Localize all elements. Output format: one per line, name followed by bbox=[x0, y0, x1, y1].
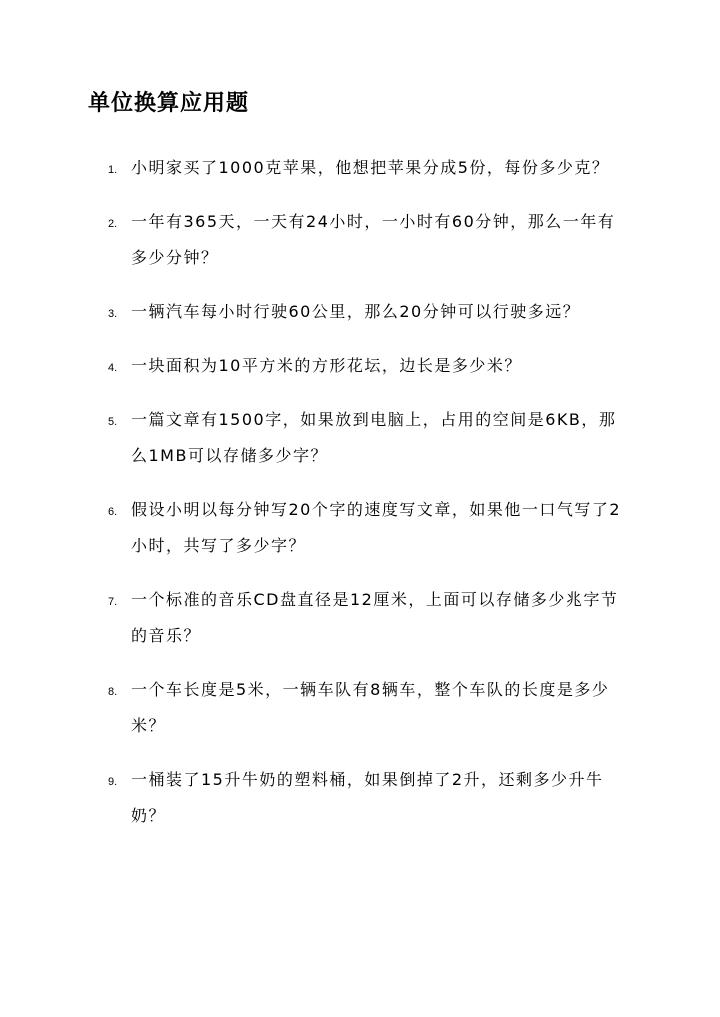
question-number: 1. bbox=[108, 164, 118, 176]
question-text: 一个标准的音乐CD盘直径是12厘米，上面可以存储多少兆字节的音乐？ bbox=[131, 590, 619, 645]
question-item bbox=[0, 402, 720, 474]
question-text: 一辆汽车每小时行驶60公里，那么20分钟可以行驶多远？ bbox=[131, 302, 581, 321]
question-item bbox=[0, 294, 720, 330]
question-text: 假设小明以每分钟写20个字的速度写文章，如果他一口气写了2小时，共写了多少字？ bbox=[131, 500, 622, 555]
question-number: 5. bbox=[108, 416, 118, 428]
question-list bbox=[0, 150, 720, 852]
question-item bbox=[0, 204, 720, 276]
question-item bbox=[0, 492, 720, 564]
question-item bbox=[0, 348, 720, 384]
question-number: 2. bbox=[108, 218, 118, 230]
question-item bbox=[0, 582, 720, 654]
page-title: 单位换算应用题 bbox=[88, 90, 250, 116]
question-number: 3. bbox=[108, 308, 118, 320]
question-text: 一个车长度是5米，一辆车队有8辆车，整个车队的长度是多少米？ bbox=[131, 680, 610, 735]
question-number: 9. bbox=[108, 776, 118, 788]
question-number: 7. bbox=[108, 596, 118, 608]
question-item bbox=[0, 762, 720, 834]
question-item bbox=[0, 150, 720, 186]
question-number: 4. bbox=[108, 362, 118, 374]
question-text: 一年有365天，一天有24小时，一小时有60分钟，那么一年有多少分钟？ bbox=[131, 212, 616, 267]
question-text: 一块面积为10平方米的方形花坛，边长是多少米？ bbox=[131, 356, 522, 375]
question-text: 小明家买了1000克苹果，他想把苹果分成5份，每份多少克？ bbox=[131, 158, 610, 177]
question-text: 一桶装了15升牛奶的塑料桶，如果倒掉了2升，还剩多少升牛奶？ bbox=[131, 770, 604, 825]
question-text: 一篇文章有1500字，如果放到电脑上，占用的空间是6KB，那么1MB可以存储多少字？ bbox=[131, 410, 617, 465]
question-number: 8. bbox=[108, 686, 118, 698]
question-number: 6. bbox=[108, 506, 118, 518]
question-item bbox=[0, 672, 720, 744]
